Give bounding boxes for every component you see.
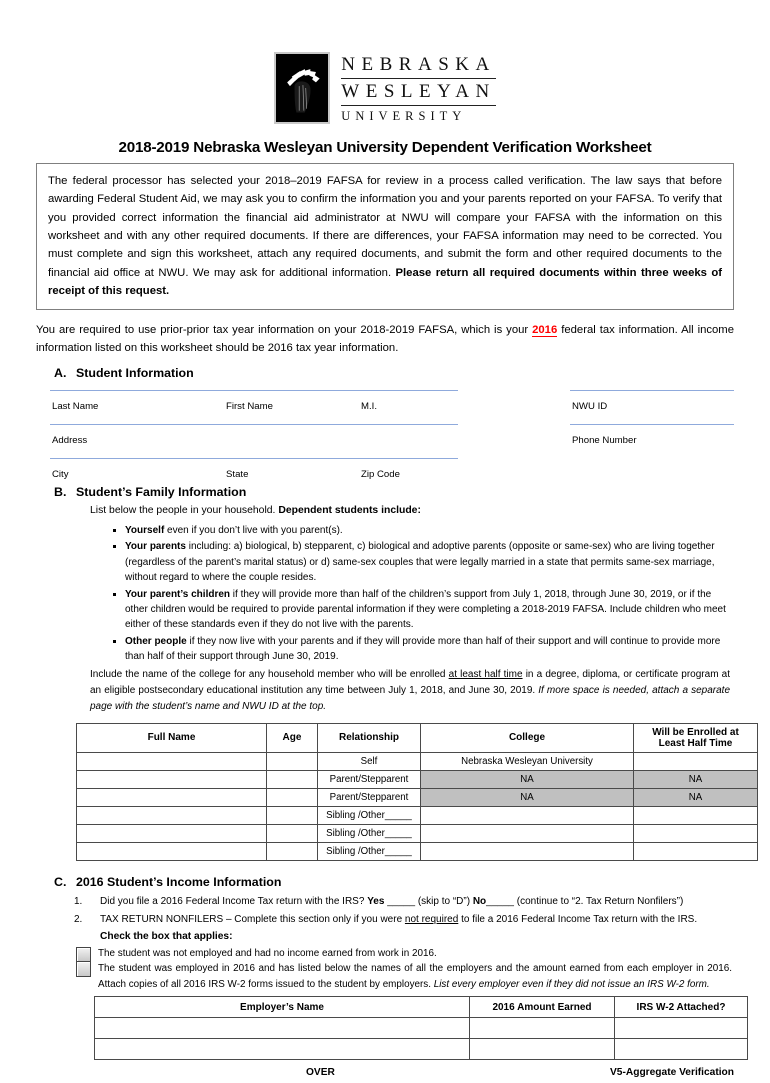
cell-amount[interactable] [470,1018,615,1039]
dependent-students-bullets [36,523,734,665]
option2-part1: The student was employed in 2016 and has listed below the names of all the employers and the amount earned from each employer in 2016. Attach copies of all 2016 IRS W-2 forms issued to the student by employers. [98,963,732,990]
cell-relationship: Parent/Stepparent [318,770,421,788]
cell-enrolled[interactable] [634,842,758,860]
q1-no-blank[interactable]: _____ [486,895,517,907]
logo-text-nebraska: NEBRASKA [341,52,495,79]
household-table [76,723,758,861]
bullet-0-bold: Yourself [125,524,165,536]
bullet-3-bold: Other people [125,635,187,647]
table-row [77,806,758,824]
address-label: Address [52,435,88,447]
section-c-letter: C. [54,874,67,889]
checkbox-option-1-label: The student was not employed and had no income earned from work in 2016. [98,947,437,959]
table-row [77,824,758,842]
cell-enrolled: NA [634,788,758,806]
cell-name[interactable] [77,806,267,824]
list-item [112,587,734,633]
city-label: City [52,469,69,481]
employer-table [94,996,748,1060]
intro-body: The federal processor has selected your 2018–2019 FAFSA for review in a process called verification. The law says that before awarding Federal Student Aid, we may ask you to confirm the information you and your parents reported on your FAFSA. To verify that you provided correct information the financial aid administrator at NWU will compare your FAFSA with the information on this worksheet and with any other required documents. If there are differences, your FAFSA information may need to be corrected. You must complete and sign this worksheet, attach any required documents, and submit the form and other required documents to the financial aid office at NWU. We may ask for additional information. [48,175,722,279]
section-b-letter: B. [54,485,67,500]
cell-employer[interactable] [95,1018,470,1039]
college-note-part1: Include the name of the college for any household member who will be enrolled [90,669,449,681]
prior-prior-note [36,321,734,357]
q1-no-note: (continue to “2. Tax Return Nonfilers”) [516,895,684,907]
state-label: State [226,469,249,481]
q2-underline: not required [404,914,459,926]
family-lead-text [90,503,734,519]
cell-relationship[interactable]: Sibling /Other_____ [318,824,421,842]
cell-enrolled[interactable] [634,806,758,824]
address-rule[interactable] [50,424,458,425]
header-college: College [421,723,634,752]
section-b-title: Student’s Family Information [76,485,247,500]
table-row [77,842,758,860]
table-row [77,788,758,806]
nwu-plume-mark-icon [274,52,330,124]
header-enrolled-line1: Will be Enrolled at [652,726,739,738]
cell-age[interactable] [267,806,318,824]
q1-text [100,894,734,910]
phone-rule[interactable] [570,424,734,425]
header-amount-earned: 2016 Amount Earned [470,997,615,1018]
page-footer [36,1067,734,1083]
table-row [95,1039,748,1060]
bullet-0-text: even if you don’t live with you parent(s). [164,524,343,536]
table-row [77,770,758,788]
q2-part1: TAX RETURN NONFILERS – Complete this section only if you were [100,914,405,926]
phone-number-label: Phone Number [572,435,637,447]
college-note-part2: in a degree, diploma, or certificate program at an eligible postsecondary educational institution any time between July 1, 2018, and June 30, 2019. [90,669,731,697]
footer-form-code: V5-Aggregate Verification [610,1067,734,1079]
q1-yes-note: (skip to “D”) [417,895,473,907]
cell-college: NA [421,770,634,788]
zip-code-label: Zip Code [361,469,400,481]
income-question-2 [74,912,734,928]
cell-employer[interactable] [95,1039,470,1060]
cell-relationship[interactable]: Sibling /Other_____ [318,842,421,860]
cell-name[interactable] [77,842,267,860]
footer-over-label: OVER [306,1067,335,1079]
last-name-label: Last Name [52,401,99,413]
section-a-title: Student Information [76,366,194,381]
cell-age[interactable] [267,770,318,788]
cell-college[interactable] [421,842,634,860]
checkbox-employed[interactable] [76,962,91,977]
nonfiler-checkbox-area [76,946,734,992]
city-row [36,458,734,481]
logo-text-university: UNIVERSITY [341,108,467,123]
cell-college[interactable] [421,806,634,824]
section-a-heading [36,366,734,380]
bullet-3-text: if they now live with your parents and if they will provide more than half of their support and will continue to provide more than half of their support through June 30, 2019. [125,635,721,663]
student-information-fields [36,390,734,481]
q1-no-label: No [472,895,487,907]
q1-part1: Did you file a 2016 Federal Income Tax return with the IRS? [100,895,368,907]
table-row [95,1018,748,1039]
checkbox-stack [76,946,91,977]
page-title: 2018-2019 Nebraska Wesleyan University Dependent Verification Worksheet [118,139,652,157]
section-a-letter: A. [54,366,67,381]
bullet-2-text: if they will provide more than half of the children’s support from July 1, 2018, through June 30, 2019, or if the other children would be required to provide parental information if they were completing a 2018-2019 FAFSA. Include children who meet either of these standards even if they do not live with the parents. [125,588,726,631]
cell-enrolled[interactable] [634,824,758,842]
family-lead-bold: Dependent students include: [278,505,421,517]
cell-w2[interactable] [615,1018,748,1039]
cell-age[interactable] [267,824,318,842]
cell-enrolled[interactable] [634,752,758,770]
section-c-heading [36,875,734,889]
list-item [112,539,734,585]
checkbox-option-2-label [98,961,732,992]
college-note-underline: at least half time [448,669,523,681]
income-question-1 [74,894,734,910]
cell-relationship[interactable]: Sibling /Other_____ [318,806,421,824]
college-note-italic: If more space is needed, attach a separate page with the student’s name and NWU ID at the top. [90,685,731,713]
bullet-1-text: including: a) biological, b) stepparent, c) biological and adoptive parents (opposite or same-sex) who are living together (regardless of the parent’s marital status) or d) same-sex couples that were legally married in a state that permits same-sex marriage, without regard to where the couple resides. [125,541,715,584]
city-rule[interactable] [50,458,458,459]
income-questions [36,894,734,942]
cell-college: NA [421,788,634,806]
list-item [112,523,734,538]
university-logo [36,0,734,125]
section-c-title: 2016 Student’s Income Information [76,874,282,889]
note-part2: federal tax information. All income information listed on this worksheet should be 2016 tax year information. [36,324,734,355]
family-lead-plain: List below the people in your household. [90,505,279,517]
header-enrolled-line2: Least Half Time [658,737,733,749]
header-employer-name: Employer’s Name [95,997,470,1018]
cell-amount[interactable] [470,1039,615,1060]
checkbox-not-employed[interactable] [76,947,91,962]
note-part1: You are required to use prior-prior tax year information on your 2018-2019 FAFSA, which is your [36,324,533,337]
q1-number: 1. [74,895,83,907]
cell-college: Nebraska Wesleyan University [421,752,634,770]
first-name-label: First Name [226,401,273,413]
cell-w2[interactable] [615,1039,748,1060]
check-box-prompt: Check the box that applies: [100,930,233,942]
header-relationship: Relationship [318,723,421,752]
cell-name[interactable] [77,824,267,842]
cell-age[interactable] [267,788,318,806]
middle-initial-label: M.I. [361,401,377,413]
nwu-id-rule[interactable] [570,390,734,391]
header-full-name: Full Name [77,723,267,752]
cell-age[interactable] [267,752,318,770]
section-b-heading [36,485,734,499]
header-age: Age [267,723,318,752]
header-w2-attached: IRS W-2 Attached? [615,997,748,1018]
name-rule[interactable] [50,390,458,391]
cell-enrolled: NA [634,770,758,788]
checkbox-labels [98,946,734,992]
college-enrollment-note [90,667,734,714]
cell-name[interactable] [77,788,267,806]
q1-yes-blank[interactable]: _____ [384,895,418,907]
list-item [112,634,734,665]
logo-text-wesleyan: WESLEYAN [341,79,495,106]
option2-italic: List every employer even if they did not issue an IRS W-2 form. [433,978,710,990]
nwu-id-label: NWU ID [572,401,608,413]
bullet-2-bold: Your parent’s children [125,588,231,600]
table-header-row [77,723,758,752]
note-tax-year-highlight: 2016 [532,324,558,337]
name-row [36,390,734,424]
cell-age[interactable] [267,842,318,860]
table-row [77,752,758,770]
header-will-be-enrolled [634,723,758,752]
cell-college[interactable] [421,824,634,842]
cell-name[interactable] [77,752,267,770]
cell-name[interactable] [77,770,267,788]
q2-text [100,912,734,928]
cell-relationship: Self [318,752,421,770]
q2-part2: to file a 2016 Federal Income Tax return with the IRS. [458,914,698,926]
cell-relationship: Parent/Stepparent [318,788,421,806]
table-header-row [95,997,748,1018]
intro-bold-tail: Please return all required documents within three weeks of receipt of this request. [48,266,722,297]
q1-yes-label: Yes [367,895,385,907]
bullet-1-bold: Your parents [125,541,186,553]
intro-paragraph-box [36,163,734,310]
q2-number: 2. [74,914,83,926]
address-row [36,424,734,458]
